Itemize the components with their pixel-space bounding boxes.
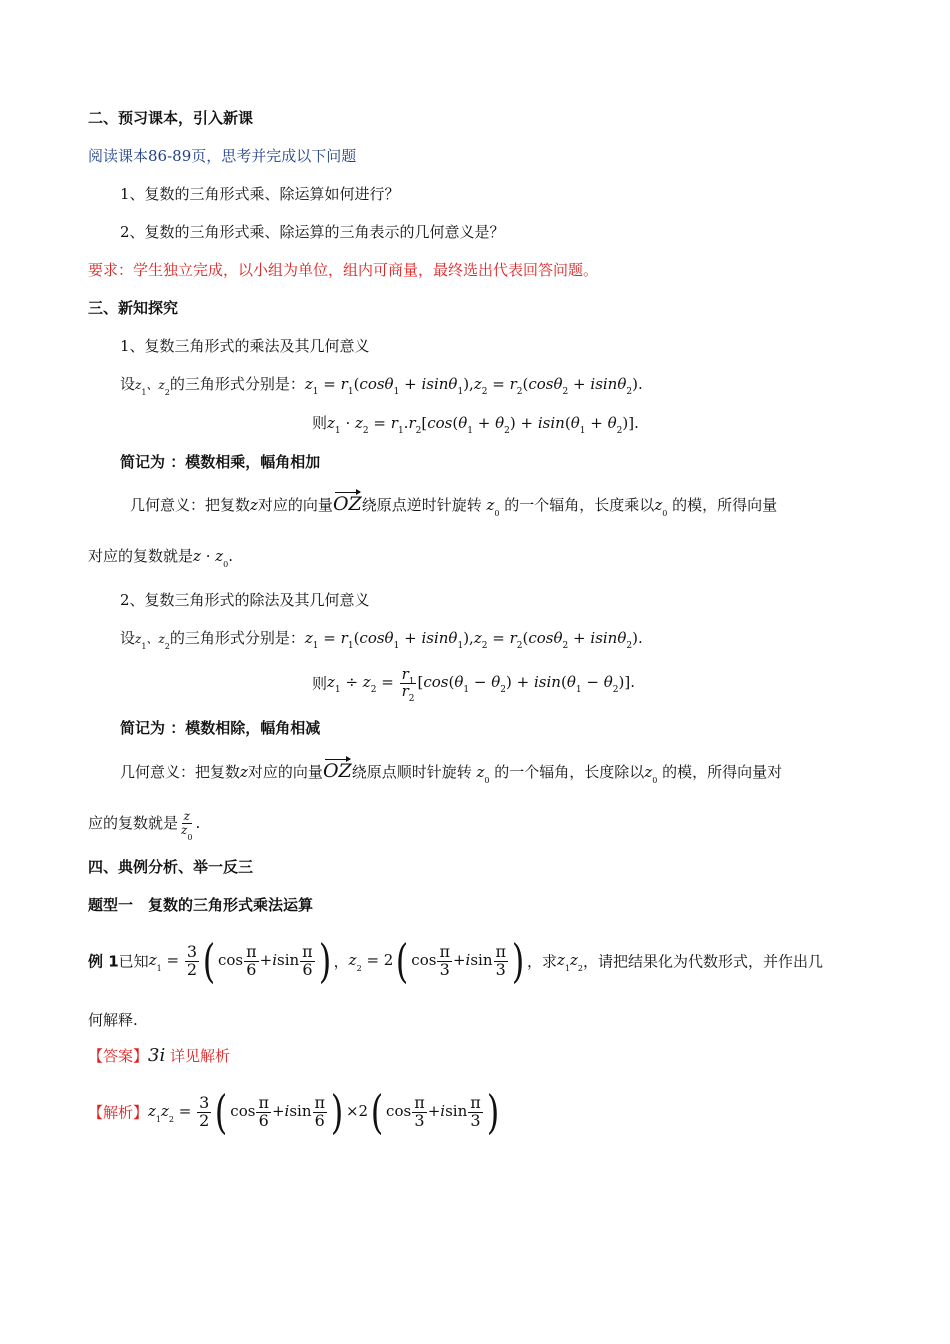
z1z2-product: $z_1z_2$ [556,951,583,973]
z0-symbol: $z_0$ [476,763,490,785]
geo-text-c: 绕原点逆时针旋转 [361,496,482,514]
then-label: 则 [312,414,328,432]
section-3-heading: 三、新知探究 [88,299,179,317]
z1-definition: $z_1$ = $\frac{3}{2}$ ( cos $\frac{\pi}{6}$ +isin $\frac{\pi}{6}$ ) [148,934,331,988]
z1-z2-small: $z_1$、$z_2$ [135,632,170,651]
example-1-cont: 何解释. [88,1011,138,1029]
solution-formula: $z_1z_2$ = $\frac{3}{2}$ ( cos $\frac{\pi}{6}$ +isin $\frac{\pi}{6}$ ) ×2( cos $\frac{\pi}{3}$ +isin $\frac{\pi}{3}$ ) [148,1085,500,1139]
geo-text-b: 对应的向量 [257,496,333,514]
division-setup [120,628,643,651]
z2-definition: $z_2 = 2$( cos $\frac{\pi}{3}$ +isin $\frac{\pi}{3}$ ) [348,934,525,988]
trig-forms-formula: $z_1 = r_1(\cos\theta_1 + isin\theta_1),z_2 = r_2(\cos\theta_2 + isin\theta_2)$. [304,375,643,397]
known-text: 已知 [118,952,149,971]
z-symbol: z [250,496,258,514]
z1-z2-small: $z_1$、$z_2$ [135,378,170,397]
product-formula: $z_1 \cdot z_2 = r_1.r_2[\cos(\theta_1 + \theta_2) + isin(\theta_1 + \theta_2)]$. [327,414,639,436]
question-2: 2、复数的三角形式乘、除运算的三角表示的几何意义是？ [120,223,505,241]
multiplication-setup [120,374,643,397]
section-2-heading: 二、预习课本，引入新课 [88,109,254,127]
requirement-note: 要求：学生独立完成，以小组为单位，组内可商量，最终选出代表回答问题。 [88,261,599,279]
division-title: 2、复数三角形式的除法及其几何意义 [120,591,370,609]
trig-forms-formula: $z_1 = r_1(\cos\theta_1 + isin\theta_1),z_2 = r_2(\cos\theta_2 + isin\theta_2)$. [304,629,643,651]
multiplication-title: 1、复数三角形式的乘法及其几何意义 [120,337,370,355]
geo-text-d: 的一个辐角，长度除以 [494,763,645,781]
z-over-z0: $\frac{z}{z_0}$ [181,809,193,842]
question-1: 1、复数的三角形式乘、除运算如何进行？ [120,185,400,203]
reading-instruction: 阅读课本86-89页，思考并完成以下问题 [88,147,357,165]
quotient-formula: $z_1 \div z_2$ = $\frac{r_1}{r_2}$ $[\cos(\theta_1 - \theta_2) + isin(\theta_1 - \theta_2)]$. [327,664,635,704]
ask-text: ，求 [526,952,557,971]
answer-rest: 详见解析 [170,1047,231,1065]
multiplication-geometry [130,494,777,518]
z-times-z0: $z \cdot z_0$ [193,547,229,569]
section-4-heading: 四、典例分析、举一反三 [88,858,254,876]
division-geometry-cont: 应的复数就是 $\frac{z}{z_0}$ . [88,809,201,842]
multiplication-result [312,413,639,436]
multiplication-geometry-cont: 对应的复数就是$z \cdot z_0$. [88,547,234,569]
answer-line [88,1046,230,1066]
z0-symbol: $z_0$ [486,496,500,518]
question-type-1: 题型一 复数的三角形式乘法运算 [88,896,314,914]
division-result [312,662,635,705]
geo-text-a: 几何意义：把复数 [120,763,241,781]
example-1: 例 1已知$z_1$ = $\frac{3}{2}$ ( cos $\frac{\pi}{6}$ +isin $\frac{\pi}{6}$ ) ，$z_2 = 2$( cos $\frac{\pi}{3}$ +isin $\frac{\pi}{3}$ ) ，求$z_1z_2$，请把结果化为代数形式，并作出几 [88,934,823,988]
geo-text-d: 的一个辐角，长度乘以 [504,496,655,514]
geo-text-b: 对应的向量 [247,763,323,781]
answer-value: 3i [148,1045,166,1066]
geo-text-f: 对应的复数就是 [88,547,194,565]
division-geometry [120,761,782,785]
example-label: 例 1 [88,952,119,971]
geo-text-e: 的模，所得向量 [672,496,778,514]
solution-line [88,1087,502,1138]
vector-oz: OZ [332,493,362,515]
set-mid: 的三角形式分别是： [169,629,305,647]
answer-label: 【答案】 [88,1047,149,1065]
geo-text-a: 几何意义：把复数 [130,496,251,514]
z0-symbol: $z_0$ [644,763,658,785]
geo-text-e: 的模，所得向量对 [662,763,783,781]
multiplication-summary: 简记为 ：模数相乘，幅角相加 [120,453,321,471]
z-symbol: z [240,763,248,781]
set-mid: 的三角形式分别是： [169,375,305,393]
geo-text-c: 绕原点顺时针旋转 [351,763,472,781]
set-prefix: 设 [120,629,136,647]
vector-oz: OZ [322,760,352,782]
z0-symbol: $z_0$ [654,496,668,518]
division-summary: 简记为 ：模数相除，幅角相减 [120,719,321,737]
then-label: 则 [312,674,328,693]
example-rest: ，请把结果化为代数形式，并作出几 [582,952,823,971]
set-prefix: 设 [120,375,136,393]
geo-text-f: 应的复数就是 [88,814,179,832]
solution-label: 【解析】 [88,1103,149,1122]
